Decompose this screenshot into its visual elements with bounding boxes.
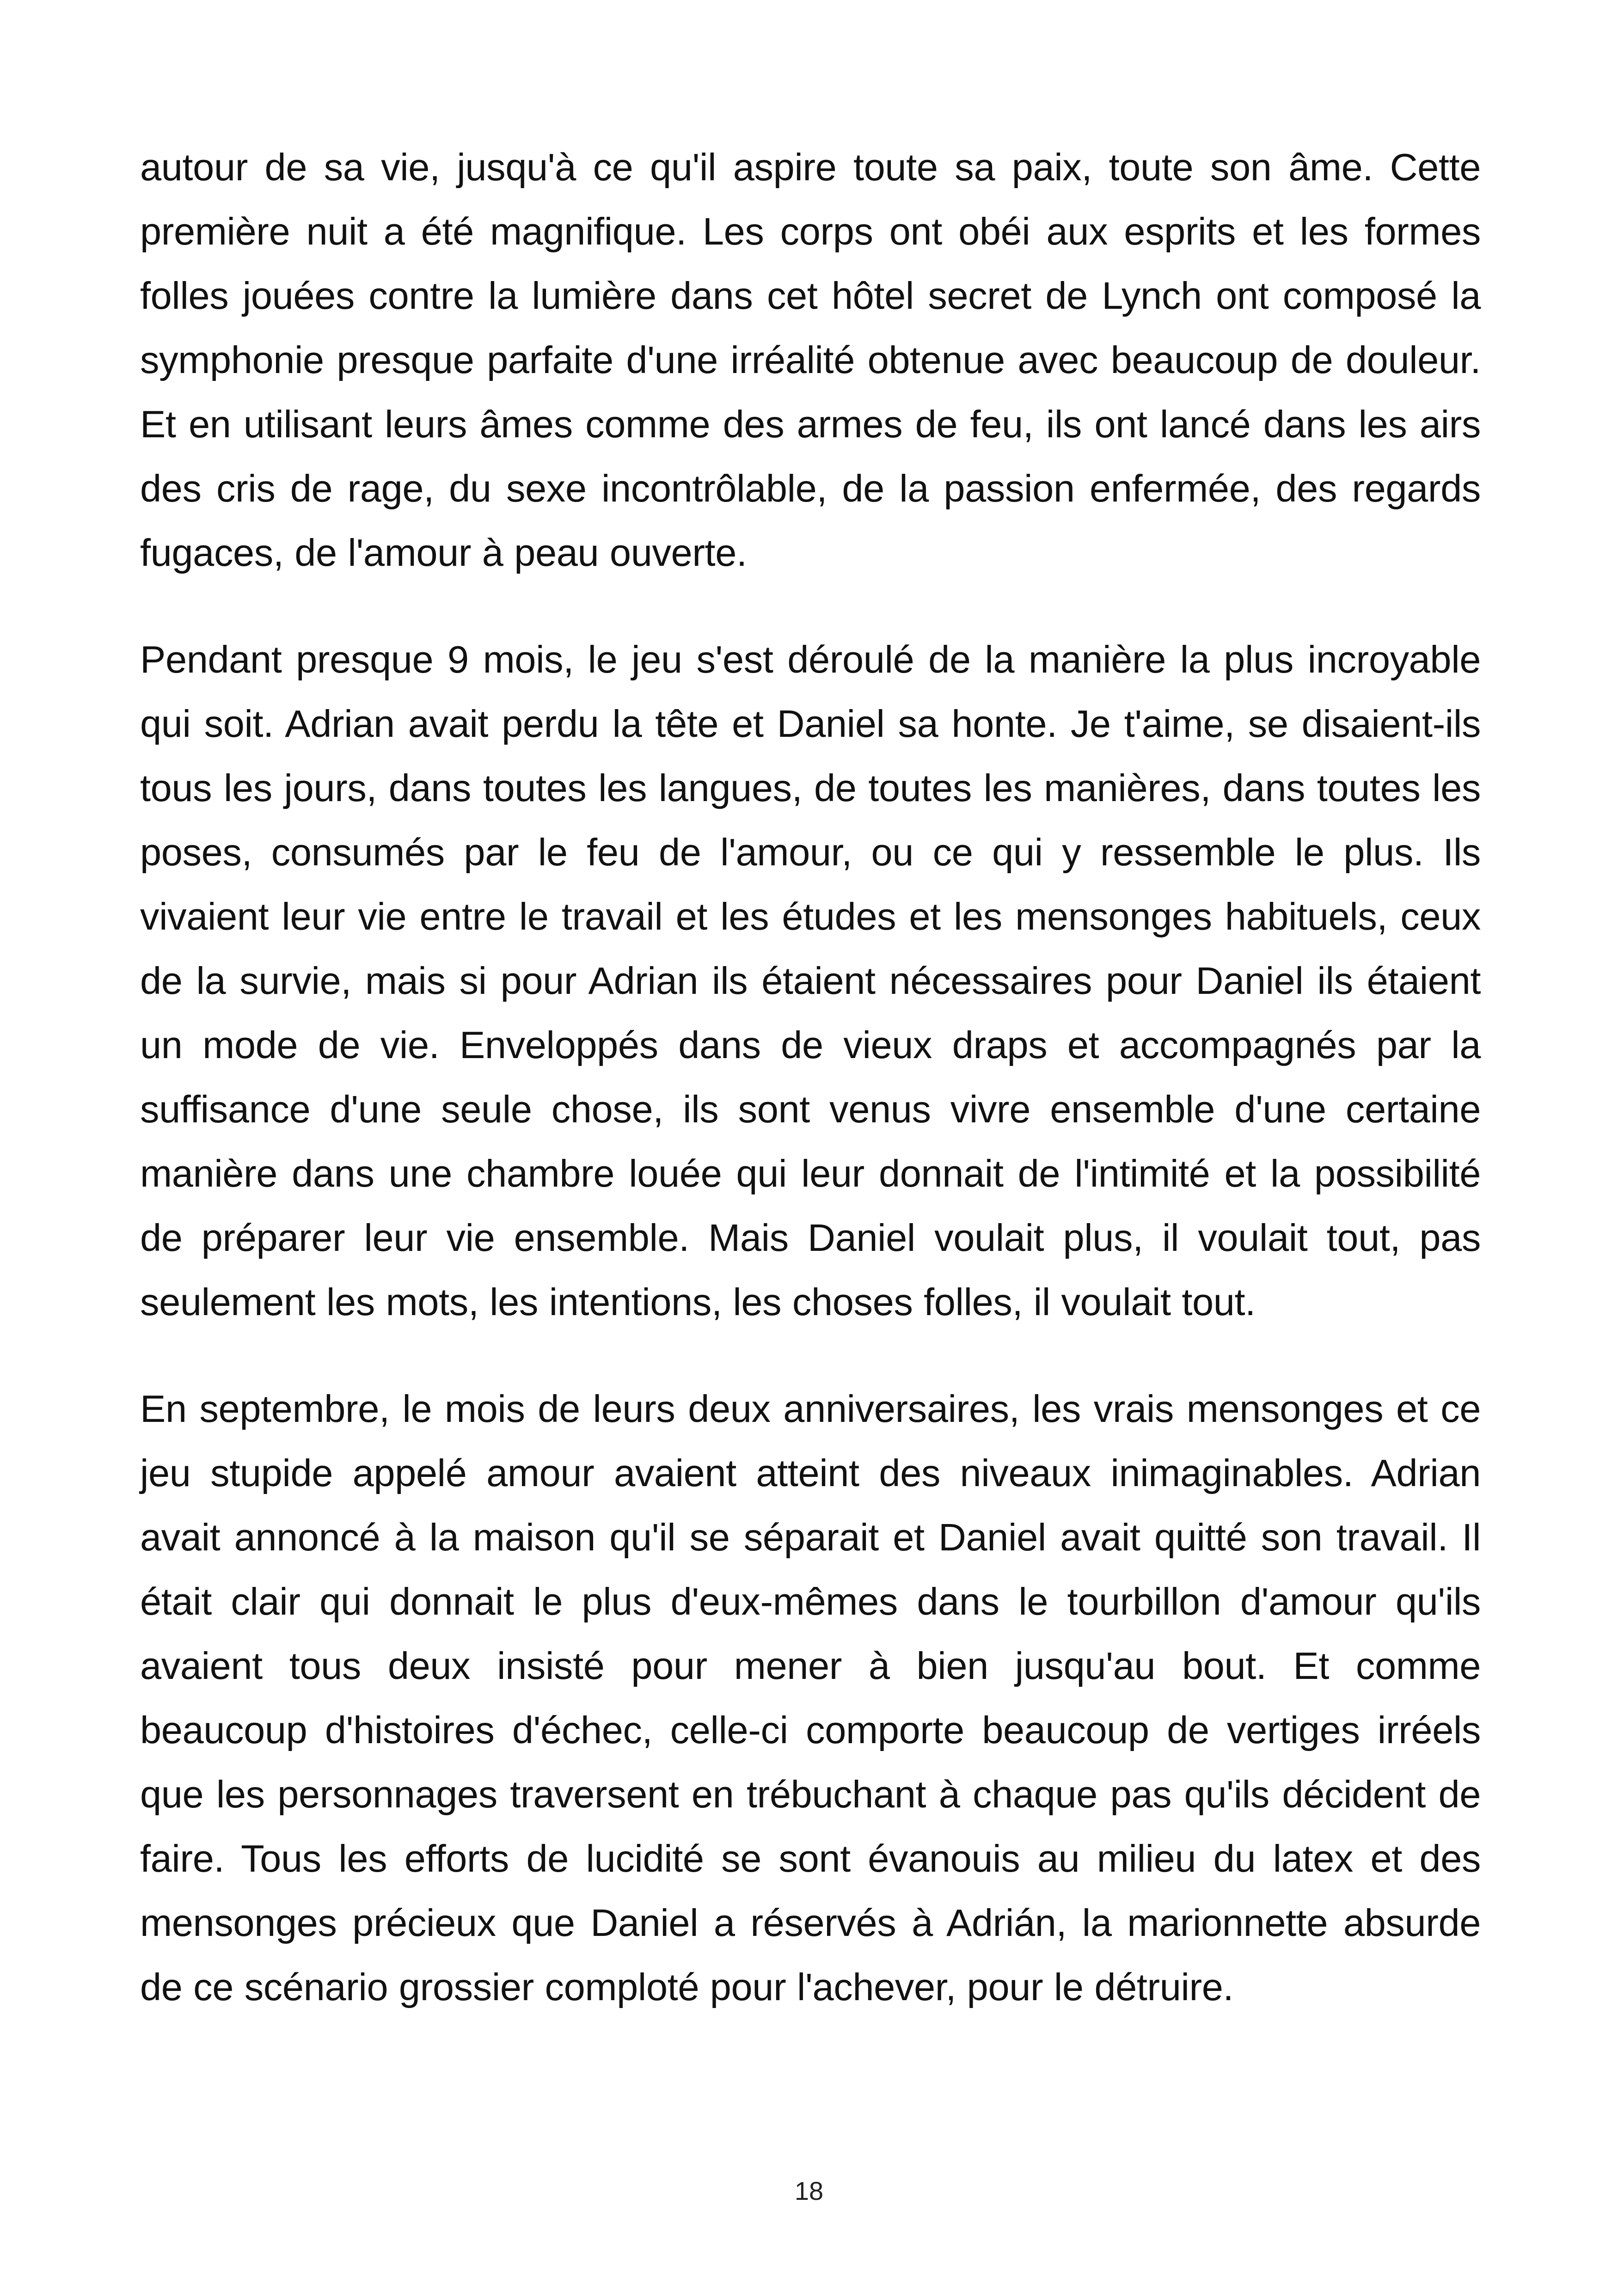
- paragraph: En septembre, le mois de leurs deux anniversaires, les vrais mensonges et ce jeu stupide appelé amour avaient atteint des niveaux inimaginables. Adrian avait annoncé à la maison qu'il se séparait et Daniel avait quitté son travail. Il était clair qui donnait le plus d'eux-mêmes dans le tourbillon d'amour qu'ils avaient tous deux insisté pour mener à bien jusqu'au bout. Et comme beaucoup d'histoires d'échec, celle-ci comporte beaucoup de vertiges irréels que les personnages traversent en trébuchant à chaque pas qu'ils décident de faire. Tous les efforts de lucidité se sont évanouis au milieu du latex et des mensonges précieux que Daniel a réservés à Adrián, la marionnette absurde de ce scénario grossier comploté pour l'achever, pour le détruire.: [140, 1387, 1481, 2008]
- paragraph: autour de sa vie, jusqu'à ce qu'il aspire toute sa paix, toute son âme. Cette première nuit a été magnifique. Les corps ont obéi aux esprits et les formes folles jouées contre la lumière dans cet hôtel secret de Lynch ont composé la symphonie presque parfaite d'une irréalité obtenue avec beaucoup de douleur. Et en utilisant leurs âmes comme des armes de feu, ils ont lancé dans les airs des cris de rage, du sexe incontrôlable, de la passion enfermée, des regards fugaces, de l'amour à peau ouverte.: [140, 146, 1481, 574]
- page-body: [140, 135, 1481, 2062]
- page-number: 18: [794, 2176, 824, 2205]
- paragraph: Pendant presque 9 mois, le jeu s'est déroulé de la manière la plus incroyable qui soit. Adrian avait perdu la tête et Daniel sa honte. Je t'aime, se disaient-ils tous les jours, dans toutes les langues, de toutes les manières, dans toutes les poses, consumés par le feu de l'amour, ou ce qui y ressemble le plus. Ils vivaient leur vie entre le travail et les études et les mensonges habituels, ceux de la survie, mais si pour Adrian ils étaient nécessaires pour Daniel ils étaient un mode de vie. Enveloppés dans de vieux draps et accompagnés par la suffisance d'une seule chose, ils sont venus vivre ensemble d'une certaine manière dans une chambre louée qui leur donnait de l'intimité et la possibilité de préparer leur vie ensemble. Mais Daniel voulait plus, il voulait tout, pas seulement les mots, les intentions, les choses folles, il voulait tout.: [140, 638, 1481, 1323]
